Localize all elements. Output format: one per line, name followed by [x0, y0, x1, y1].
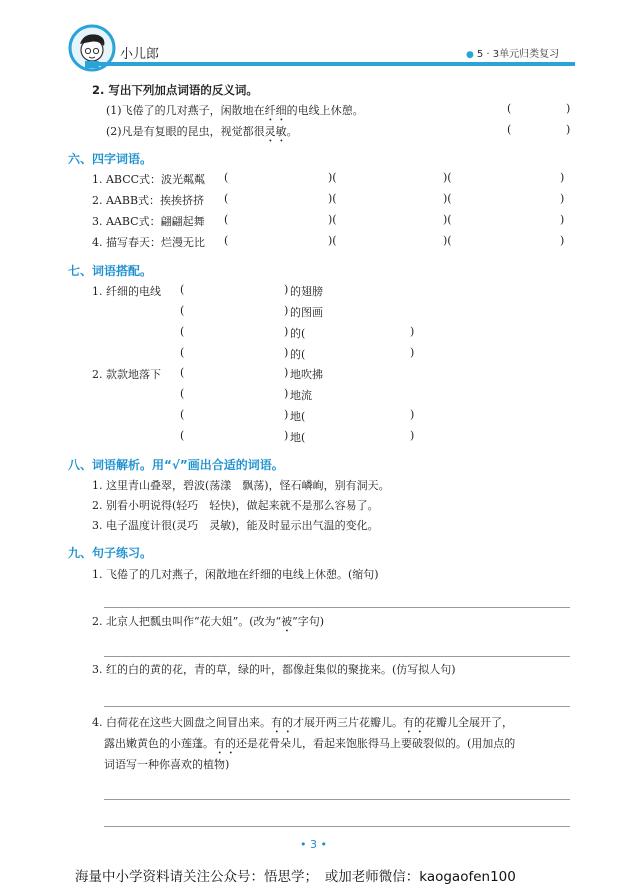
sec7-paren-close: ): [284, 408, 289, 421]
sec7-paren-close-2[interactable]: ): [410, 429, 415, 442]
sec6-item-1: 1. ABCC式：波光粼粼: [92, 173, 206, 186]
sec6-answer-blank[interactable]: )(: [443, 192, 452, 205]
sec7-paren-close: ): [284, 325, 289, 338]
sec6-answer-blank: ): [560, 171, 565, 184]
sec7-suffix: 的图画: [290, 306, 323, 319]
sec7-paren-close: ): [284, 346, 289, 359]
sec6-answer-blank[interactable]: (: [224, 213, 229, 226]
q2-title: 2. 写出下列加点词语的反义词。: [92, 83, 258, 97]
sec7-answer-blank[interactable]: (: [180, 325, 185, 338]
sec7-paren-close-2[interactable]: ): [410, 325, 415, 338]
sec6-answer-blank[interactable]: )(: [328, 234, 337, 247]
sec9-answer-line-4b[interactable]: [104, 826, 570, 827]
sec7-answer-blank[interactable]: (: [180, 408, 185, 421]
sec7-suffix: 地吹拂: [290, 368, 323, 381]
q2-answer-blank-1[interactable]: (: [507, 102, 512, 115]
sec9-sentence-2: 2. 北京人把瓢虫叫作“花大姐”。(改为“被”字句): [92, 615, 325, 628]
sec7-suffix: 的(: [290, 348, 306, 361]
sec7-answer-blank[interactable]: (: [180, 429, 185, 442]
sec6-answer-blank[interactable]: )(: [328, 192, 337, 205]
sec7-suffix: 地流: [290, 389, 312, 402]
sec9-answer-line-2[interactable]: [104, 656, 570, 657]
sec6-item-2: 2. AABB式：挨挨挤挤: [92, 194, 205, 207]
sec9-sentence-1: 1. 飞倦了的几对燕子，闲散地在纤细的电线上休憩。(缩句): [92, 568, 379, 581]
sec7-answer-blank[interactable]: (: [180, 346, 185, 359]
sec8-item-2[interactable]: 2. 别看小明说得(轻巧 轻快)，做起来就不是那么容易了。: [92, 499, 379, 512]
sec8-item-1[interactable]: 1. 这里青山叠翠，碧波(荡漾 飘荡)，怪石嶙峋，别有洞天。: [92, 479, 390, 492]
sec7-paren-close: ): [284, 283, 289, 296]
brand-name: 小儿郎: [120, 47, 160, 62]
sec6-answer-blank: ): [560, 234, 565, 247]
sec6-answer-blank[interactable]: )(: [443, 213, 452, 226]
sec7-paren-close: ): [284, 366, 289, 379]
sec6-item-3: 3. AABC式：翩翩起舞: [92, 215, 205, 228]
q2-item-2: (2)凡是有复眼的昆虫，视觉都很灵敏。: [106, 125, 298, 138]
q2-item-1: (1)飞倦了的几对燕子，闲散地在纤细的电线上休憩。: [106, 104, 364, 117]
sec6-answer-blank: ): [560, 192, 565, 205]
sec9-sentence-4-line-2: 露出嫩黄色的小莲蓬。有的还是花骨朵儿，看起来饱胀得马上要破裂似的。(用加点的: [104, 737, 516, 750]
sec7-suffix: 地(: [290, 431, 306, 444]
sec6-item-4: 4. 描写春天：烂漫无比: [92, 236, 205, 249]
sec7-group2-label: 2. 款款地落下: [92, 368, 161, 381]
unit-tag: ● 5 · 3单元归类复习: [466, 49, 560, 60]
sec6-answer-blank[interactable]: )(: [443, 171, 452, 184]
sec9-sentence-4-line-1: 4. 白荷花在这些大圆盘之间冒出来。有的才展开两三片花瓣儿。有的花瓣儿全展开了，: [92, 716, 513, 729]
sec7-paren-close: ): [284, 304, 289, 317]
sec9-answer-line-1[interactable]: [104, 607, 570, 608]
sec9-sentence-3: 3. 红的白的黄的花，青的草，绿的叶，都像赶集似的聚拢来。(仿写拟人句): [92, 663, 456, 676]
header-bar: [95, 62, 575, 66]
sec6-answer-blank[interactable]: (: [224, 192, 229, 205]
sec7-answer-blank[interactable]: (: [180, 283, 185, 296]
sec7-suffix: 地(: [290, 410, 306, 423]
sec7-paren-close: ): [284, 429, 289, 442]
sec9-answer-line-4a[interactable]: [104, 799, 570, 800]
sec6-answer-blank[interactable]: )(: [443, 234, 452, 247]
sec7-answer-blank[interactable]: (: [180, 304, 185, 317]
sec7-answer-blank[interactable]: (: [180, 387, 185, 400]
sec7-answer-blank[interactable]: (: [180, 366, 185, 379]
sec6-answer-blank[interactable]: (: [224, 171, 229, 184]
sec6-answer-blank: ): [560, 213, 565, 226]
sec6-answer-blank[interactable]: (: [224, 234, 229, 247]
sec7-paren-close-2[interactable]: ): [410, 346, 415, 359]
footer-note: 海量中小学资料请关注公众号：悟思学； 或加老师微信：kaogaofen100: [75, 869, 516, 885]
sec6-answer-blank[interactable]: )(: [328, 171, 337, 184]
page-number: • 3 •: [300, 838, 327, 851]
section-7-title: 七、词语搭配。: [68, 264, 153, 278]
q2-answer-close-2: ): [566, 123, 571, 136]
sec7-suffix: 的翅膀: [290, 285, 323, 298]
sec6-answer-blank[interactable]: )(: [328, 213, 337, 226]
q2-answer-blank-2[interactable]: (: [507, 123, 512, 136]
sec7-paren-close-2[interactable]: ): [410, 408, 415, 421]
sec7-paren-close: ): [284, 387, 289, 400]
sec7-suffix: 的(: [290, 327, 306, 340]
sec9-sentence-4-line-3: 词语写一种你喜欢的植物): [104, 758, 230, 771]
section-8-title: 八、词语解析。用“√”画出合适的词语。: [68, 458, 284, 472]
sec8-item-3[interactable]: 3. 电子温度计很(灵巧 灵敏)，能及时显示出气温的变化。: [92, 519, 379, 532]
section-9-title: 九、句子练习。: [68, 546, 153, 560]
bullet-icon: ●: [466, 50, 474, 60]
section-6-title: 六、四字词语。: [68, 152, 153, 166]
sec7-group1-label: 1. 纤细的电线: [92, 285, 161, 298]
q2-answer-close-1: ): [566, 102, 571, 115]
sec9-answer-line-3[interactable]: [104, 706, 570, 707]
